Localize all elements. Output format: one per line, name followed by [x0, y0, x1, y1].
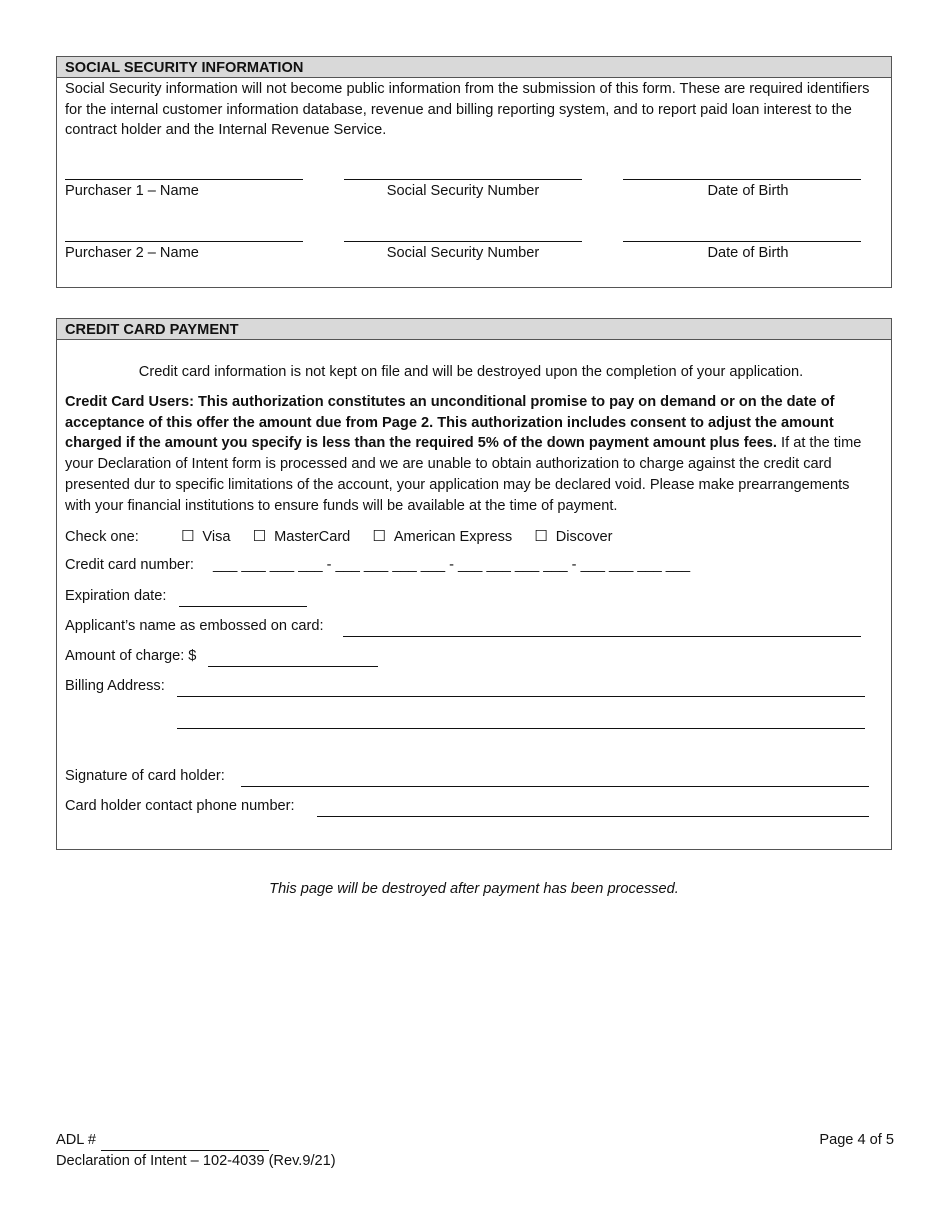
billing-address-line1[interactable] — [177, 696, 865, 697]
checkbox-icon[interactable]: ☐ — [252, 528, 267, 545]
purchaser1-ssn-label: Social Security Number — [386, 183, 540, 199]
form-name: Declaration of Intent – 102-4039 (Rev.9/21) — [56, 1153, 336, 1169]
ssn-section-header: SOCIAL SECURITY INFORMATION — [57, 57, 891, 78]
card-type-mastercard-label: MasterCard — [274, 529, 351, 545]
cc-authorization-rest: If at the time your Declaration of Intent form is processed and we are unable to obtain authorization to charge against the credit card presented dur to specific limitations of the account, your application may be declared void. Please make prearrangements with your financial institutions to ensure funds will be available at the time of payment. — [65, 435, 862, 514]
purchaser1-dob-field[interactable] — [623, 179, 861, 180]
card-type-mastercard[interactable] — [253, 527, 351, 545]
purchaser2-dob-field[interactable] — [623, 241, 861, 242]
purchaser2-ssn-field[interactable] — [344, 241, 582, 242]
expiration-label: Expiration date: — [65, 588, 167, 604]
signature-label: Signature of card holder: — [65, 768, 225, 784]
check-one-label: Check one: — [65, 529, 139, 545]
billing-address-line2[interactable] — [177, 728, 865, 729]
purchaser2-dob-label: Date of Birth — [707, 245, 789, 261]
card-type-discover[interactable] — [534, 527, 612, 545]
page-number: Page 4 of 5 — [819, 1132, 894, 1148]
adl-field[interactable] — [101, 1150, 269, 1151]
name-on-card-field[interactable] — [343, 636, 861, 637]
card-type-visa[interactable] — [181, 527, 231, 545]
purchaser1-ssn-field[interactable] — [344, 179, 582, 180]
credit-card-section — [56, 318, 892, 850]
expiration-field[interactable] — [179, 606, 307, 607]
amount-label: Amount of charge: $ — [65, 648, 197, 664]
phone-label: Card holder contact phone number: — [65, 798, 295, 814]
ssn-intro: Social Security information will not become public information from the submission of this form. These are required identifiers for the internal customer information database, revenue and billing reporting system, and to report paid loan interest to the contract holder and the Internal Revenue Service. — [65, 81, 870, 139]
billing-address-label: Billing Address: — [65, 678, 165, 694]
credit-card-section-header: CREDIT CARD PAYMENT — [57, 319, 891, 340]
name-on-card-label: Applicant’s name as embossed on card: — [65, 618, 324, 634]
card-type-amex[interactable] — [372, 527, 512, 545]
checkbox-icon[interactable]: ☐ — [180, 528, 195, 545]
purchaser1-dob-label: Date of Birth — [707, 183, 789, 199]
signature-field[interactable] — [241, 786, 869, 787]
adl-label: ADL # — [56, 1132, 97, 1148]
card-type-visa-label: Visa — [202, 529, 231, 545]
purchaser2-ssn-label: Social Security Number — [386, 245, 540, 261]
amount-field[interactable] — [208, 666, 378, 667]
destroy-note: This page will be destroyed after payment has been processed. — [269, 881, 679, 897]
cc-retention-notice: Credit card information is not kept on file and will be destroyed upon the completion of your application. — [138, 364, 804, 380]
checkbox-icon[interactable]: ☐ — [372, 528, 386, 545]
purchaser1-name-field[interactable] — [65, 179, 303, 180]
purchaser1-name-label: Purchaser 1 – Name — [65, 183, 199, 199]
cc-authorization-text — [65, 392, 877, 516]
card-type-amex-label: American Express — [393, 529, 513, 545]
checkbox-icon[interactable]: ☐ — [534, 528, 548, 545]
card-type-row — [65, 527, 613, 545]
purchaser2-name-field[interactable] — [65, 241, 303, 242]
card-type-discover-label: Discover — [555, 529, 613, 545]
phone-field[interactable] — [317, 816, 869, 817]
card-number-field[interactable]: ___ ___ ___ ___ - ___ ___ ___ ___ - ___ ___ ___ ___ - ___ ___ ___ ___ — [213, 557, 691, 573]
cc-authorization-bold: Credit Card Users: This authorization constitutes an unconditional promise to pay on demand or on the date of acceptance of this offer the amount due from Page 2. This authorization includes consent to adjust the amount charged if the amount you specify is less than the required 5% of the down payment amount plus fees. — [65, 394, 835, 452]
ssn-section — [56, 56, 892, 288]
card-number-label: Credit card number: — [65, 557, 194, 573]
purchaser2-name-label: Purchaser 2 – Name — [65, 245, 199, 261]
